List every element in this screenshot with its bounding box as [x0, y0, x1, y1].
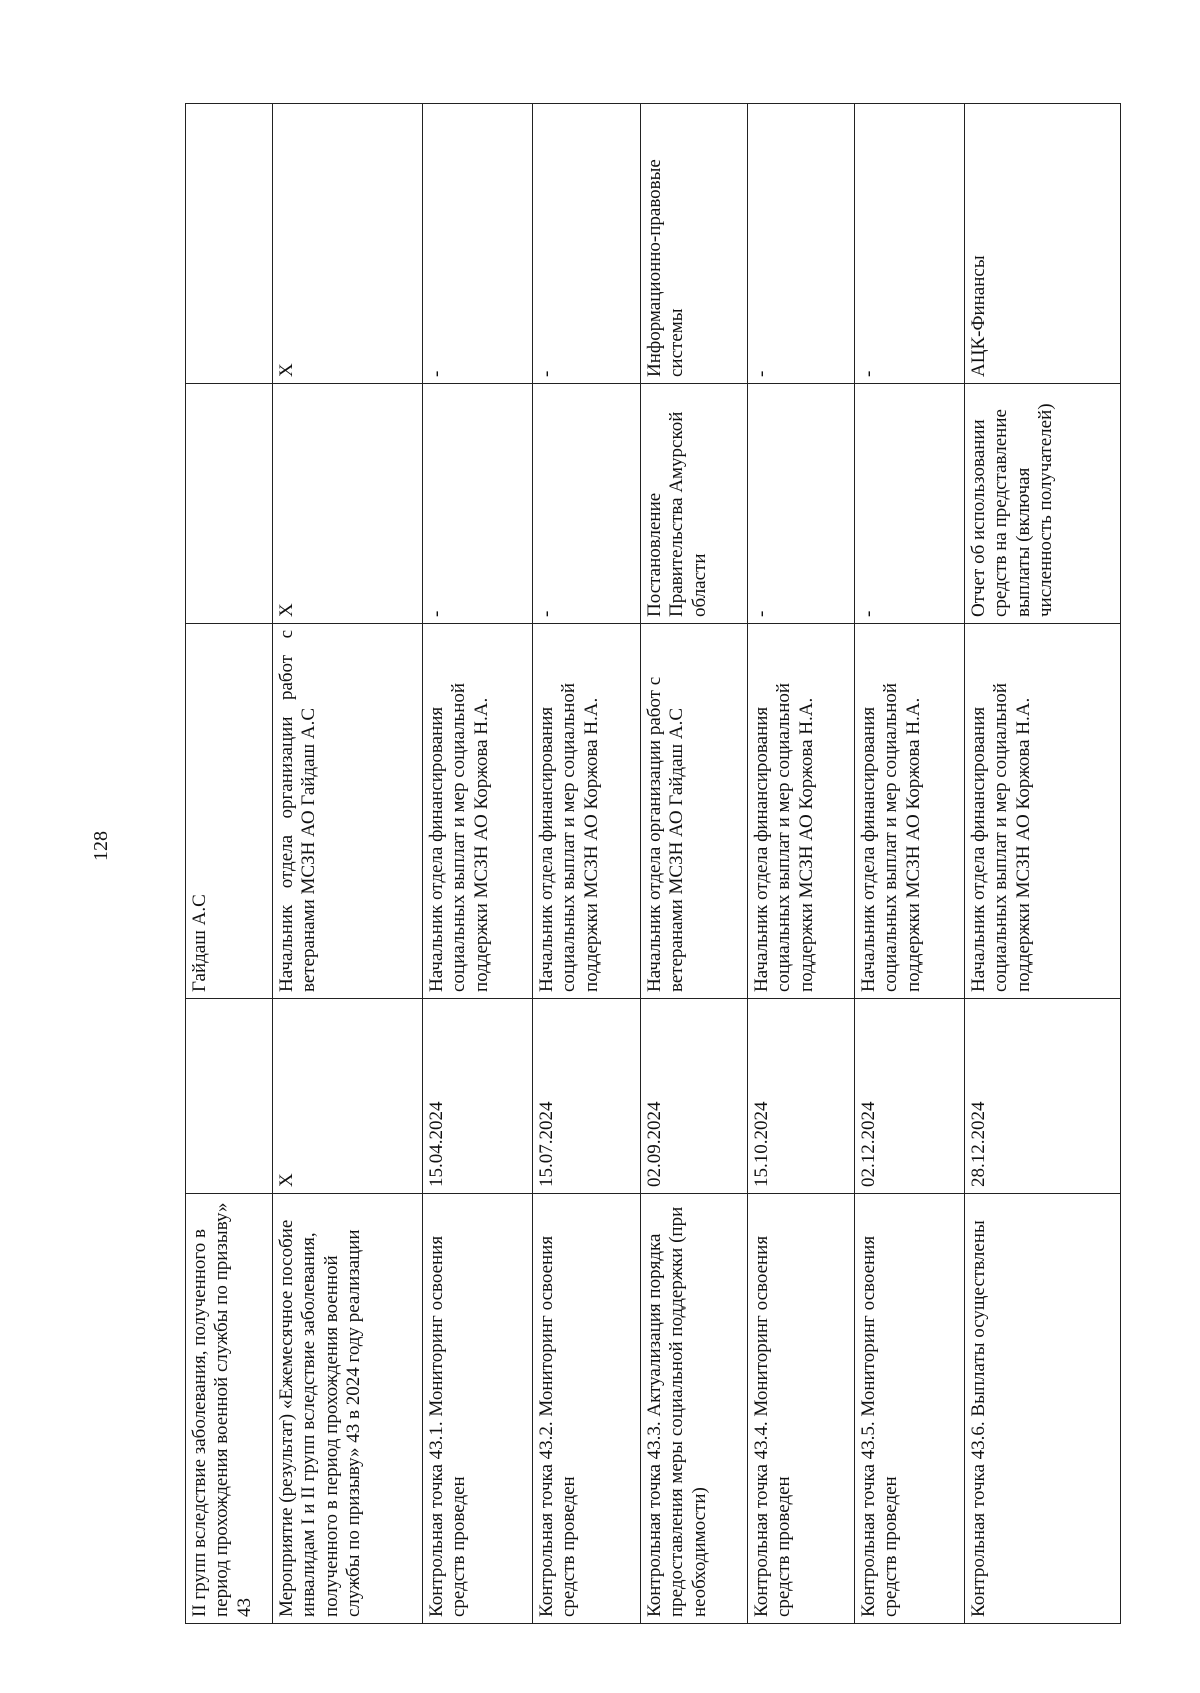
cell-document: [186, 384, 273, 624]
cell-document: -: [533, 384, 641, 624]
cell-name: Контрольная точка 43.1. Мониторинг освоения средств проведен: [423, 1194, 533, 1624]
cell-responsible: Начальник отдела финансирования социальных выплат и мер социальной поддержки МСЗН АО Коржова Н.А.: [748, 624, 855, 999]
table-row: [965, 104, 1121, 1624]
cell-document: X: [273, 384, 423, 624]
cell-name: Контрольная точка 43.4. Мониторинг освоения средств проведен: [748, 1194, 855, 1624]
cell-system: -: [533, 104, 641, 384]
rotated-table-container: [185, 104, 1120, 1624]
table-row: [855, 104, 965, 1624]
cell-responsible: Начальник отдела финансирования социальных выплат и мер социальной поддержки МСЗН АО Коржова Н.А.: [423, 624, 533, 999]
cell-responsible: Начальник отдела организации работ с ветеранами МСЗН АО Гайдаш А.С: [641, 624, 748, 999]
cell-date: X: [273, 999, 423, 1194]
cell-document: -: [748, 384, 855, 624]
cell-date: 02.09.2024: [641, 999, 748, 1194]
cell-date: 15.04.2024: [423, 999, 533, 1194]
table-row: [186, 104, 273, 1624]
cell-name: Контрольная точка 43.5. Мониторинг освоения средств проведен: [855, 1194, 965, 1624]
cell-name: Мероприятие (результат) «Ежемесячное пособие инвалидам I и II групп вследствие заболевания, полученного в период прохождения военной службы по призыву» 43 в 2024 году реализации: [273, 1194, 423, 1624]
cell-document: -: [423, 384, 533, 624]
table-row: [641, 104, 748, 1624]
cell-responsible: Начальник отдела финансирования социальных выплат и мер социальной поддержки МСЗН АО Коржова Н.А.: [855, 624, 965, 999]
page-number: 128: [90, 831, 112, 861]
cell-document: Постановление Правительства Амурской области: [641, 384, 748, 624]
table-row: [748, 104, 855, 1624]
cell-responsible: Начальник отдела организации работ с ветеранами МСЗН АО Гайдаш А.С: [273, 624, 423, 999]
cell-system: -: [855, 104, 965, 384]
plan-table: [185, 103, 1121, 1624]
cell-responsible: Начальник отдела финансирования социальных выплат и мер социальной поддержки МСЗН АО Коржова Н.А.: [965, 624, 1121, 999]
cell-system: АЦК-Финансы: [965, 104, 1121, 384]
cell-system: -: [748, 104, 855, 384]
cell-document: Отчет об использовании средств на представление выплаты (включая численность получателей): [965, 384, 1121, 624]
table-row: [533, 104, 641, 1624]
cell-name: Контрольная точка 43.6. Выплаты осуществлены: [965, 1194, 1121, 1624]
cell-responsible: Гайдаш А.С: [186, 624, 273, 999]
cell-system: [186, 104, 273, 384]
table-row: [423, 104, 533, 1624]
cell-date: 15.10.2024: [748, 999, 855, 1194]
cell-system: -: [423, 104, 533, 384]
cell-name: Контрольная точка 43.2. Мониторинг освоения средств проведен: [533, 1194, 641, 1624]
cell-system: X: [273, 104, 423, 384]
cell-name: Контрольная точка 43.3. Актуализация порядка предоставления меры социальной поддержки (при необходимости): [641, 1194, 748, 1624]
cell-date: [186, 999, 273, 1194]
cell-document: -: [855, 384, 965, 624]
cell-responsible: Начальник отдела финансирования социальных выплат и мер социальной поддержки МСЗН АО Коржова Н.А.: [533, 624, 641, 999]
cell-system: Информационно-правовые системы: [641, 104, 748, 384]
cell-name: II групп вследствие заболевания, полученного в период прохождения военной службы по призыву» 43: [186, 1194, 273, 1624]
cell-date: 15.07.2024: [533, 999, 641, 1194]
table-row: [273, 104, 423, 1624]
cell-date: 02.12.2024: [855, 999, 965, 1194]
cell-date: 28.12.2024: [965, 999, 1121, 1194]
